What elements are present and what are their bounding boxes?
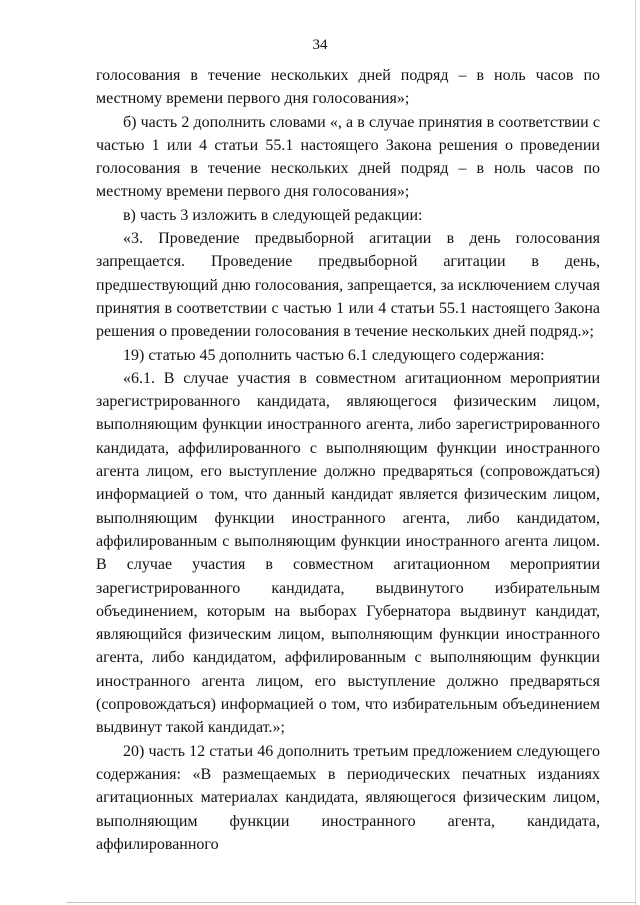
paragraph-part-3: «3. Проведение предвыборной агитации в день голосования запрещается. Проведение предвыборной агитации в день, предшествующий дню голосования, запрещается, за исключением случая принятия в соответствии с частью 1 или 4 статьи 55.1 настоящего Закона решения о проведении голосования в течение нескольких дней подряд.»; (96, 230, 600, 341)
document-body (96, 64, 600, 856)
paragraph-continuation: голосования в течение нескольких дней подряд – в ноль часов по местному времени первого дня голосования»; (96, 67, 600, 108)
paragraph-part-6-1: «6.1. В случае участия в совместном агитационном мероприятии зарегистрированного кандидата, являющегося физическим лицом, выполняющим функции иностранного агента, либо зарегистрированного кандидата, аффилированного с выполняющим функции иностранного агента лицом, его выступление должно предваряться (сопровождаться) информацией о том, что данный кандидат является физическим лицом, выполняющим функции иностранного агента, либо кандидатом, аффилированным с выполняющим функции иностранного агента лицом. В случае участия в совместном агитационном мероприятии зарегистрированного кандидата, выдвинутого избирательным объединением, которым на выборах Губернатора выдвинут кандидат, являющийся физическим лицом, выполняющим функции иностранного агента, либо кандидатом, аффилированным с выполняющим функции иностранного агента лицом, его выступление должно предваряться (сопровождаться) информацией о том, что избирательным объединением выдвинут такой кандидат.»; (96, 369, 600, 737)
page-edge-right (635, 0, 636, 905)
paragraph-item-20: 20) часть 12 статьи 46 дополнить третьим предложением следующего содержания: «В размещаемых в периодических печатных изданиях агитационных материалах кандидата, являющегося физическим лицом, выполняющим функции иностранного агента, кандидата, аффилированного (96, 742, 600, 853)
paragraph-item-b: б) часть 2 дополнить словами «, а в случае принятия в соответствии с частью 1 или 4 статьи 55.1 настоящего Закона решения о проведении голосования в течение нескольких дней подряд – в ноль часов по местному времени первого дня голосования»; (96, 113, 600, 201)
page-edge-bottom (66, 902, 636, 903)
page-number: 34 (312, 37, 328, 53)
paragraph-item-19: 19) статью 45 дополнить частью 6.1 следующего содержания: (123, 346, 545, 364)
paragraph-item-v: в) часть 3 изложить в следующей редакции: (123, 206, 423, 224)
